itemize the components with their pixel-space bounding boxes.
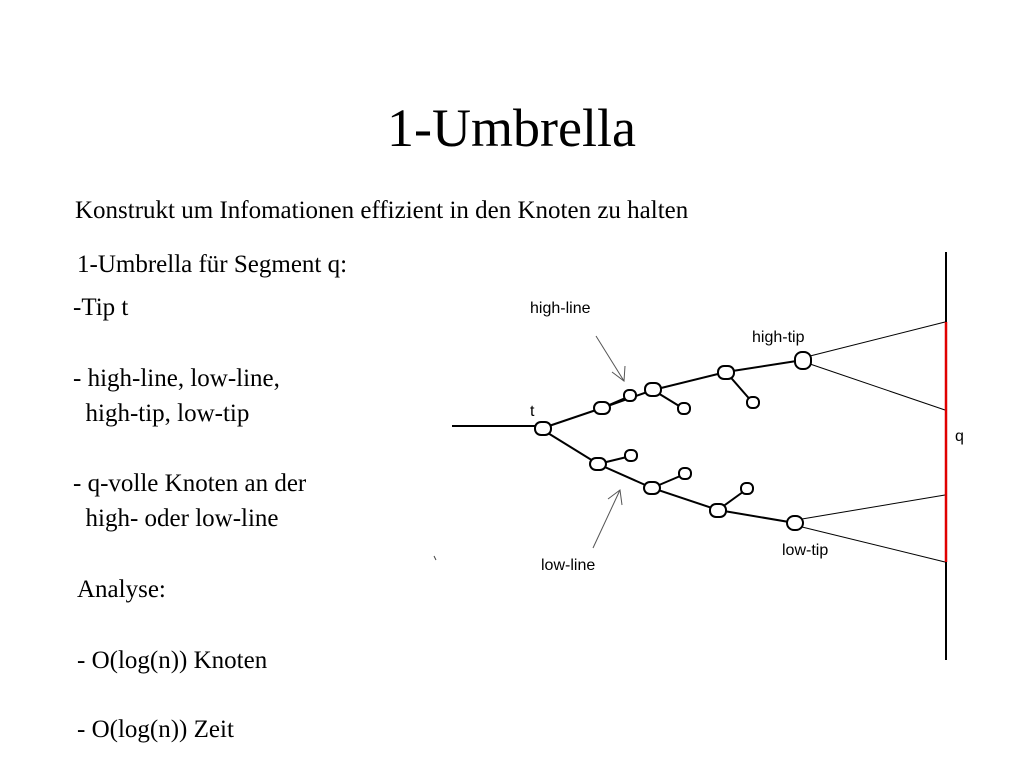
arrow-head-icon: [608, 490, 622, 505]
label-q: q: [955, 428, 964, 445]
fan-line: [802, 495, 945, 519]
high-tip-node: [795, 352, 811, 369]
bullet-lines: - high-line, low-line,: [73, 365, 280, 392]
fan-line: [810, 364, 945, 410]
analysis-heading: Analyse:: [77, 576, 166, 603]
bullet-full-nodes: - q-volle Knoten an der: [73, 470, 307, 497]
tip-node: [535, 422, 551, 435]
analysis-time: - O(log(n)) Zeit: [77, 716, 234, 743]
analysis-nodes: - O(log(n)) Knoten: [77, 647, 268, 674]
slide-title: 1-Umbrella: [387, 98, 636, 158]
tree-node: [718, 366, 734, 379]
tree-node: [590, 458, 606, 470]
bullet-lines-cont: high-tip, low-tip: [73, 400, 250, 427]
low-tip-node: [787, 516, 803, 530]
stray-mark: [434, 556, 436, 560]
bullet-tip: -Tip t: [73, 294, 129, 321]
tree-node: [644, 482, 660, 494]
high-line-path: [543, 360, 803, 428]
slide-subtitle: Konstrukt um Infomationen effizient in den Knoten zu halten: [75, 197, 689, 224]
arrow-high-line: [596, 336, 624, 381]
label-tip: t: [530, 403, 535, 420]
leaf-node: [679, 468, 691, 479]
leaf-node: [678, 403, 690, 414]
leaf-node: [624, 390, 636, 401]
bullet-full-nodes-cont: high- oder low-line: [73, 505, 279, 532]
tree-node: [645, 383, 661, 396]
leaf-node: [747, 397, 759, 408]
leaf-node: [625, 450, 637, 461]
label-high-tip: high-tip: [752, 329, 805, 346]
label-high-line: high-line: [530, 300, 591, 317]
label-low-line: low-line: [541, 557, 596, 574]
tree-node: [594, 402, 610, 414]
fan-line: [810, 322, 945, 356]
low-line-path: [543, 430, 795, 523]
label-low-tip: low-tip: [782, 542, 829, 559]
leaf-node: [741, 483, 753, 494]
section-heading: 1-Umbrella für Segment q:: [77, 251, 348, 278]
tree-node: [710, 504, 726, 517]
arrow-low-line: [593, 490, 620, 548]
